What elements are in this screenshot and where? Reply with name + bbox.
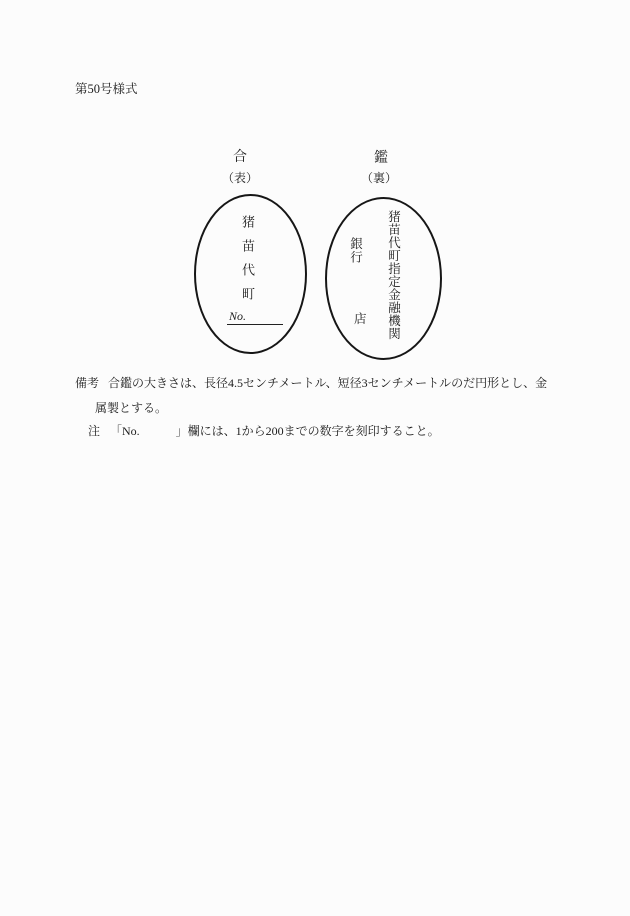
seal-back-title: 鑑 [374,151,388,166]
seal-front-title: 合 [233,150,247,165]
seal-front-number-field: No. [227,309,283,325]
remarks-label: 備考 [75,376,100,390]
seal-front-side-label: （表） [221,171,259,185]
note-text: 「No. 」欄には、1から200までの数字を刻印すること。 [110,424,440,438]
remarks-text-line2: 属製とする。 [95,401,168,415]
remarks-text-line1: 合鑑の大きさは、長径4.5センチメートル、短径3センチメートルのだ円形とし、金 [108,376,548,390]
seal-back-branch-label: 店 [354,312,367,326]
remarks-line-1 [75,374,547,391]
seal-back-institution-text: 猪苗代町指定金融機関 [386,210,401,340]
seal-front-town-name: 猪苗代町 [240,215,255,311]
seal-back-ellipse [325,197,442,360]
form-number: 第50号様式 [75,82,138,96]
note-line [88,422,440,439]
seal-back-side-label: （裏） [360,171,398,185]
note-label: 注 [88,424,101,438]
seal-back-bank-label: 銀行 [348,237,363,264]
